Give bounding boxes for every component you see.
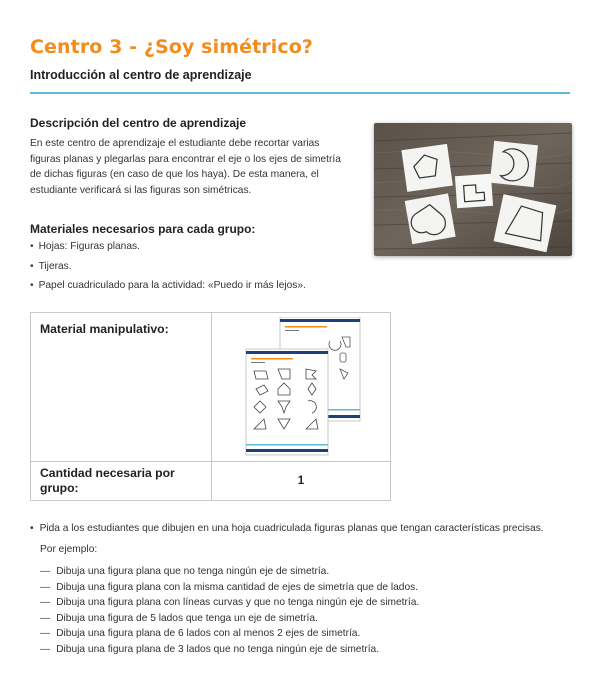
table-cell-image [212, 313, 391, 462]
task-item: — Dibuja una figura plana de 6 lados con al menos 2 ejes de simetría. [40, 628, 419, 644]
instruction-text: • Pida a los estudiantes que dibujen en una hoja cuadriculada figuras planas que tengan características precisas. [30, 523, 544, 534]
manipulative-label: Material manipulativo: [40, 322, 169, 336]
header-divider [30, 92, 570, 94]
task-item: — Dibuja una figura plana con líneas curvas y que no tenga ningún eje de simetría. [40, 597, 419, 613]
materials-heading: Materiales necesarios para cada grupo: [30, 222, 256, 236]
materials-item: • Tijeras. [30, 261, 306, 281]
description-heading: Descripción del centro de aprendizaje [30, 116, 247, 130]
task-item: — Dibuja una figura plana con la misma cantidad de ejes de simetría que de lados. [40, 582, 419, 598]
table-row [31, 462, 391, 501]
page-title: Centro 3 - ¿Soy simétrico? [30, 36, 313, 58]
table-cell-label [31, 462, 212, 501]
task-item: — Dibuja una figura plana de 3 lados que no tenga ningún eje de simetría. [40, 644, 419, 660]
task-item: — Dibuja una figura plana que no tenga ningún eje de simetría. [40, 566, 419, 582]
quantity-value: 1 [212, 462, 391, 501]
materials-table [30, 312, 391, 501]
task-item: — Dibuja una figura de 5 lados que tenga un eje de simetría. [40, 613, 419, 629]
worksheet-thumbnails [244, 317, 362, 457]
materials-list [30, 241, 306, 300]
page-subtitle: Introducción al centro de aprendizaje [30, 68, 252, 82]
quantity-label: Cantidad necesaria por grupo: [40, 466, 175, 495]
description-text: En este centro de aprendizaje el estudiante debe recortar varias figuras planas y plegarlas para encontrar el eje o los ejes de simetría de dichas figuras (en caso de que los haya). De esta manera, el estudiante verificará si las figuras son simétricas. [30, 138, 341, 196]
example-label: Por ejemplo: [40, 544, 98, 555]
table-cell-label [31, 313, 212, 462]
materials-item: • Papel cuadriculado para la actividad: «Puedo ir más lejos». [30, 280, 306, 300]
task-list [40, 566, 419, 660]
table-row [31, 313, 391, 462]
paper-shapes-photo [374, 123, 572, 256]
materials-item: • Hojas: Figuras planas. [30, 241, 306, 261]
